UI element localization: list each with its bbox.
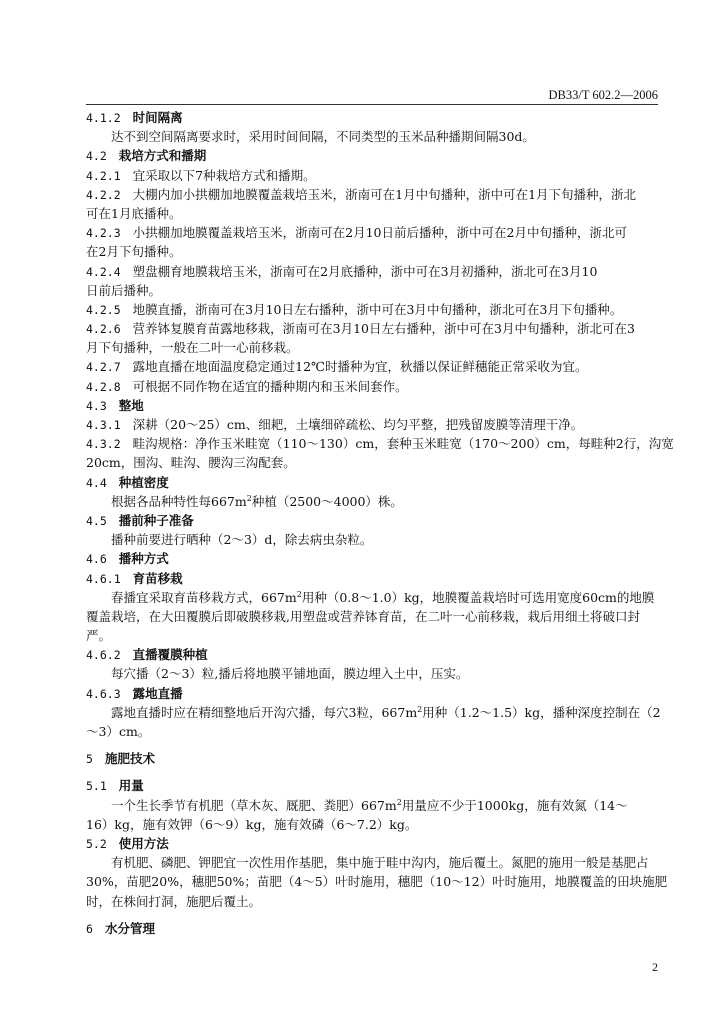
section-gap [86,741,658,749]
document-body [86,108,674,938]
clause-4-3-1: 4.3.1 深耕（20～25）cm、细耙，土壤细碎疏松、均匀平整，把残留废膜等清理干净。 [86,417,584,432]
paragraph-continuation: 覆盖栽培，在大田覆膜后即破膜移栽,用塑盘或营养钵育苗，在二叶一心前移栽，栽后用细土将破口封 [86,608,640,624]
section-gap [86,768,658,776]
heading-4-3: 4.3 整地 [86,397,144,413]
page-number: 2 [652,960,658,974]
paragraph: 有机肥、磷肥、钾肥宜一次性用作基肥，集中施于畦中沟内，施后覆土。氮肥的施用一般是基肥占 [111,855,649,871]
heading-4-5: 4.5 播前种子准备 [86,512,194,528]
heading-4-6-3: 4.6.3 露地直播 [86,685,183,701]
heading-5-2: 5.2 使用方法 [86,835,169,851]
heading-4-2: 4.2 栽培方式和播期 [86,148,207,164]
paragraph-continuation: 严。 [86,628,112,644]
clause-4-3-2: 4.3.2 畦沟规格：净作玉米畦宽（110～130）cm，套种玉米畦宽（170～200）cm，每畦种2行，沟宽 [86,436,674,452]
heading-4-6-2: 4.6.2 直播覆膜种植 [86,647,208,663]
clause-continuation: 月下旬播种，一般在二叶一心前移栽。 [86,340,299,356]
paragraph: 露地直播时应在精细整地后开沟穴播，每穴3粒，$667m^2$用种（1.2～1.5）kg，播种深度控制在（2 [111,704,661,720]
clause-4-2-5: 4.2.5 地膜直播，浙南可在3月10日左右播种，浙中可在3月中旬播种，浙北可在3月下旬播种。 [86,301,623,317]
heading-4-6: 4.6 播种方式 [86,551,169,567]
paragraph: 达不到空间隔离要求时，采用时间间隔，不同类型的玉米品种播期间隔30d。 [111,129,535,145]
clause-4-2-7: 4.2.7 露地直播在地面温度稳定通过12℃时播种为宜，秋播以保证鲜穗能正常采收为宜。 [86,359,588,375]
paragraph: 播种前要进行晒种（2～3）d，除去病虫杂粒。 [111,532,373,548]
clause-continuation: 20cm，围沟、畦沟、腰沟三沟配套。 [86,455,296,471]
heading-4-6-1: 4.6.1 育苗移栽 [86,570,183,586]
clause-4-2-6: 4.2.6 营养钵复膜育苗露地移栽，浙南可在3月10日左右播种，浙中可在3月中旬播种，浙北可在3 [86,321,635,337]
clause-4-2-3: 4.2.3 小拱棚加地膜覆盖栽培玉米，浙南可在2月10日前后播种，浙中可在2月中旬播种，浙北可 [86,225,627,241]
paragraph: 一个生长季节有机肥（草木灰、厩肥、粪肥）$667m^2$用量应不少于1000kg，施有效氮（14～ [111,797,628,813]
clause-continuation: 在2月下旬播种。 [86,244,182,260]
document-code: DB33/T 602.2—2006 [548,88,658,102]
clause-4-2-4: 4.2.4 塑盘棚育地膜栽培玉米，浙南可在2月底播种，浙中可在3月初播种，浙北可在3月10 [86,263,598,279]
paragraph-continuation: ～3）cm。 [86,724,151,739]
heading-4-4: 4.4 种植密度 [86,474,169,490]
heading-4-1-2: 4.1.2 时间隔离 [86,110,183,125]
paragraph-continuation: 30%，苗肥20%，穗肥50%；苗肥（4～5）叶时施用，穗肥（10～12）叶时施用，地膜覆盖的田块施肥 [86,874,668,890]
paragraph: 春播宜采取育苗移栽方式，$667m^2$用种（0.8～1.0）kg，地膜覆盖栽培时可选用宽度60cm的地膜 [111,589,655,605]
paragraph-continuation: 时，在株间打洞，施肥后覆土。 [86,893,262,909]
header-rule [86,104,658,105]
clause-continuation: 可在1月底播种。 [86,205,182,221]
clause-4-2-1: 4.2.1 宜采取以下7种栽培方式和播期。 [86,167,316,183]
heading-5: 5 施肥技术 [86,751,155,767]
clause-4-2-2: 4.2.2 大棚内加小拱棚加地膜覆盖栽培玉米，浙南可在1月中旬播种，浙中可在1月下旬播种，浙北 [86,186,637,202]
paragraph-continuation: 16）kg，施有效钾（6～9）kg，施有效磷（6～7.2）kg。 [86,816,418,832]
section-gap [86,911,658,919]
heading-5-1: 5.1 用量 [86,778,144,794]
clause-continuation: 日前后播种。 [86,282,162,298]
clause-4-2-8: 4.2.8 可根据不同作物在适宜的播种期内和玉米间套作。 [86,378,408,394]
paragraph: 每穴播（2～3）粒,播后将地膜平铺地面，膜边埋入土中，压实。 [111,666,469,682]
paragraph: 根据各品种特性每$667m^2$种植（2500～4000）株。 [111,493,403,509]
heading-6: 6 水分管理 [86,920,155,936]
